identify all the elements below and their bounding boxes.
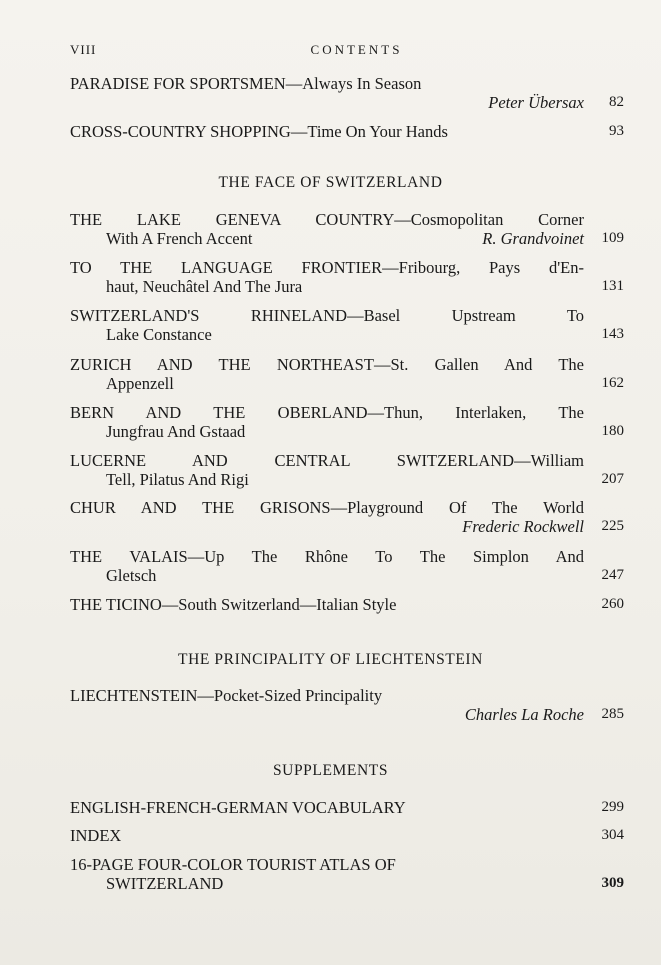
entry-subtitle: Lake Constance xyxy=(106,325,212,344)
entry-page: 247 xyxy=(601,567,624,583)
entry-page: 109 xyxy=(601,230,624,246)
entry-title: THE VALAIS—Up The Rhône To The Simplon And xyxy=(70,547,584,566)
entry-title: 16-PAGE FOUR-COLOR TOURIST ATLAS OF xyxy=(70,855,396,874)
entry-title: PARADISE FOR SPORTSMEN—Always In Season xyxy=(70,74,422,93)
entry-title: LUCERNE AND CENTRAL SWITZERLAND—William xyxy=(70,451,584,470)
toc-entry xyxy=(70,258,624,296)
entry-subtitle: SWITZERLAND xyxy=(106,874,224,893)
entry-page: 299 xyxy=(601,799,624,815)
entry-author: Charles La Roche xyxy=(464,705,584,724)
entry-title: BERN AND THE OBERLAND—Thun, Interlaken, The xyxy=(70,403,584,422)
toc-entry xyxy=(70,855,624,893)
entry-title: ENGLISH-FRENCH-GERMAN VOCABULARY xyxy=(70,798,406,817)
toc-entry xyxy=(70,403,624,441)
entry-subtitle: Appenzell xyxy=(106,374,174,393)
toc-entry xyxy=(70,355,624,393)
entry-title: SWITZERLAND'S RHINELAND—Basel Upstream To xyxy=(70,306,584,325)
section-heading: SUPPLEMENTS xyxy=(272,762,389,779)
section-heading: THE FACE OF SWITZERLAND xyxy=(218,174,443,191)
entry-page: 180 xyxy=(601,423,624,439)
entry-page: 131 xyxy=(601,278,624,294)
entry-page: 285 xyxy=(601,706,624,722)
page-folio: VIII xyxy=(70,42,97,57)
entry-page: 82 xyxy=(609,94,624,110)
entry-subtitle: Jungfrau And Gstaad xyxy=(106,422,246,441)
toc-entry xyxy=(70,595,624,614)
running-title: CONTENTS xyxy=(310,42,403,57)
entry-page: 162 xyxy=(601,375,624,391)
toc-entry xyxy=(70,306,624,344)
entry-subtitle: With A French Accent xyxy=(106,229,253,248)
entry-title: THE LAKE GENEVA COUNTRY—Cosmopolitan Corner xyxy=(70,210,584,229)
toc-entry xyxy=(70,547,624,585)
entry-page: 93 xyxy=(609,123,624,139)
entry-title: ZURICH AND THE NORTHEAST—St. Gallen And The xyxy=(70,355,584,374)
entry-page: 225 xyxy=(601,518,624,534)
entry-title: CROSS-COUNTRY SHOPPING—Time On Your Hands xyxy=(70,122,448,141)
entry-author: Frederic Rockwell xyxy=(462,517,584,536)
toc-entry xyxy=(70,210,624,248)
section-heading: THE PRINCIPALITY OF LIECHTENSTEIN xyxy=(178,651,483,668)
entry-title: INDEX xyxy=(70,826,122,845)
entry-title: TO THE LANGUAGE FRONTIER—Fribourg, Pays d'En- xyxy=(70,258,584,277)
entry-page: 207 xyxy=(601,471,624,487)
toc-entry xyxy=(70,498,624,536)
page-header xyxy=(70,42,623,62)
entry-title: LIECHTENSTEIN—Pocket-Sized Principality xyxy=(70,686,383,705)
entry-subtitle: Tell, Pilatus And Rigi xyxy=(106,470,249,489)
entry-page: 143 xyxy=(601,326,624,342)
entry-title: THE TICINO—South Switzerland—Italian Style xyxy=(70,595,397,614)
toc-entry xyxy=(70,826,624,845)
entry-author: R. Grandvoinet xyxy=(482,229,584,248)
toc-entry xyxy=(70,74,624,112)
entry-author: Peter Übersax xyxy=(488,93,584,112)
entry-page: 309 xyxy=(601,875,624,891)
entry-page: 304 xyxy=(601,827,624,843)
entry-page: 260 xyxy=(601,596,624,612)
toc-entry xyxy=(70,451,624,489)
entry-subtitle: Gletsch xyxy=(106,566,157,585)
entry-title: CHUR AND THE GRISONS—Playground Of The World xyxy=(70,498,584,517)
toc-entry xyxy=(70,686,624,724)
toc-entry xyxy=(70,798,624,817)
toc-entry xyxy=(70,122,624,141)
entry-subtitle: haut, Neuchâtel And The Jura xyxy=(106,277,303,296)
